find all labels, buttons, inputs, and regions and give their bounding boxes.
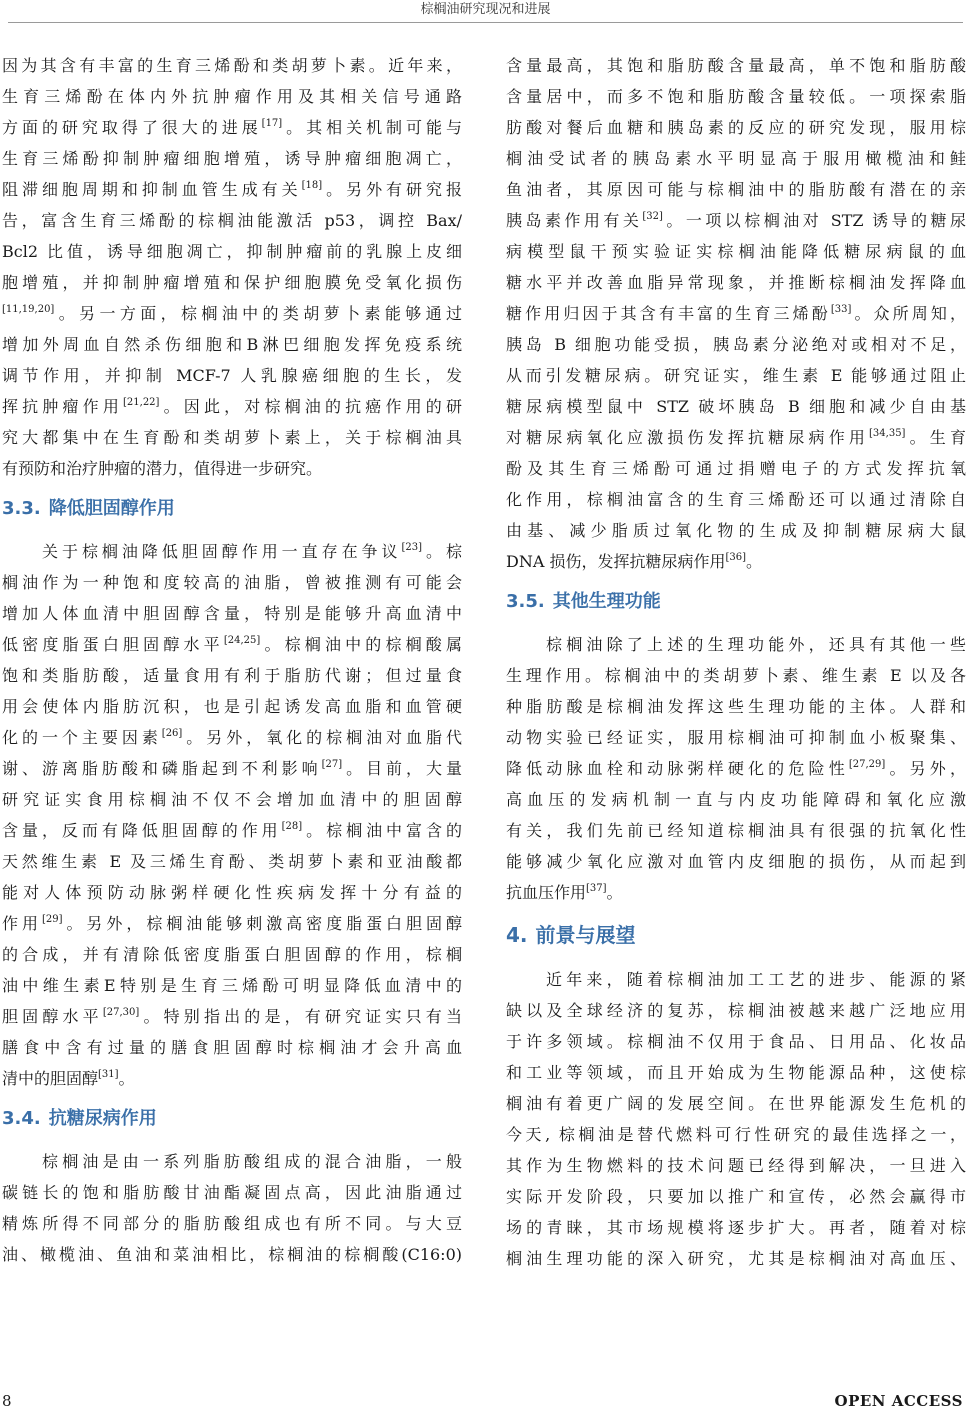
citation: [27] — [321, 759, 343, 770]
text-run: 。另外，氧化的棕榈油对血脂代 — [182, 728, 462, 747]
page-number: 8 — [2, 1392, 12, 1410]
right-column — [506, 50, 966, 1380]
text-line: 精炼所得不同部分的脂肪酸组成也有所不同。与大豆 — [2, 1214, 462, 1233]
text-line: 化作用，棕榈油富含的生育三烯酚还可以通过清除自 — [506, 490, 966, 509]
text-run: 。其相关机制可能与 — [282, 118, 462, 137]
text-line: 天然维生素 E 及三烯生育酚、类胡萝卜素和亚油酸都 — [2, 852, 462, 871]
text-line — [2, 391, 462, 422]
citation: [31] — [98, 1069, 119, 1080]
text-line: 能够减少氧化应激对血管内皮细胞的损伤，从而起到 — [506, 852, 966, 871]
section-number: 3.4. — [2, 1108, 41, 1129]
text-run: 。生育 — [905, 428, 966, 447]
text-line — [2, 722, 462, 753]
text-run: 对糖尿病氧化应激损伤发挥抗糖尿病作用 — [506, 428, 870, 447]
text-line — [2, 536, 462, 567]
text-run: DNA 损伤，发挥抗糖尿病作用 — [506, 552, 726, 571]
text-line: 膳食中含有过量的膳食胆固醇时棕榈油才会升高血 — [2, 1038, 462, 1057]
text-run: 抗血压作用 — [506, 883, 587, 902]
citation: [33] — [830, 304, 852, 315]
text-line: 用会使体内脂肪沉积，也是引起诱发高血脂和血管硬 — [2, 697, 462, 716]
text-line: 油中维生素E特别是生育三烯酚可明显降低血清中的 — [2, 976, 462, 995]
citation: [37] — [586, 883, 607, 894]
text-line: 含量最高，其饱和脂肪酸含量最高，单不饱和脂肪酸 — [506, 56, 966, 75]
text-line: 种脂肪酸是棕榈油发挥这些生理功能的主体。人群和 — [506, 697, 966, 716]
text-line: 生理作用。棕榈油中的类胡萝卜素、维生素 E 以及各 — [506, 666, 966, 685]
text-run: 挥抗肿瘤作用 — [2, 397, 124, 416]
text-line: 和工业等领域，而且开始成为生物能源品种，这使棕 — [506, 1063, 966, 1082]
citation: [18] — [301, 180, 323, 191]
citation: [32] — [642, 211, 663, 222]
text-line: 有关，我们先前已经知道棕榈油具有很强的抗氧化性 — [506, 821, 966, 840]
text-run: 。目前，大量 — [342, 759, 462, 778]
text-line: 榈油生理功能的深入研究，尤其是棕榈油对高血压、 — [506, 1249, 966, 1268]
text-line — [506, 753, 966, 784]
text-line: 棕榈油是由一系列脂肪酸组成的混合油脂，一般 — [42, 1152, 462, 1171]
text-line: 由基、减少脂质过氧化物的生成及抑制糖尿病大鼠 — [506, 521, 966, 540]
text-line — [2, 629, 462, 660]
text-line: 其作为生物燃料的技术问题已经得到解决，一旦进入 — [506, 1156, 966, 1175]
section-heading-3-5 — [506, 587, 966, 617]
text-run: 。特别指出的是，有研究证实只有当 — [139, 1007, 462, 1026]
text-line — [506, 422, 966, 453]
text-run: 清中的胆固醇 — [2, 1069, 99, 1088]
text-line: 肪酸对餐后血糖和胰岛素的反应的研究发现，服用棕 — [506, 118, 966, 137]
citation: [23] — [401, 542, 423, 553]
text-run: 。因此，对棕榈油的抗癌作用的研 — [159, 397, 462, 416]
text-run: 。另外有研究报 — [322, 180, 462, 199]
text-run: 阻滞细胞周期和抑制血管生成有关 — [2, 180, 302, 199]
citation: [34,35] — [869, 428, 906, 439]
text-line: 今天, 棕榈油是替代燃料可行性研究的最佳选择之一， — [506, 1125, 966, 1144]
text-run: 胰岛素作用有关 — [506, 211, 643, 230]
text-line: 有预防和治疗肿瘤的潜力，值得进一步研究。 — [2, 459, 323, 478]
text-run: 作用 — [2, 914, 42, 933]
text-run: 。棕榈油中富含的 — [302, 821, 462, 840]
paragraph — [506, 964, 966, 1274]
text-line — [506, 877, 966, 908]
text-line: 场的青睐，其市场规模将逐步扩大。再者，随着对棕 — [506, 1218, 966, 1237]
text-line: 胰岛 B 细胞功能受损，胰岛素分泌绝对或相对不足， — [506, 335, 966, 354]
section-heading-3-4 — [2, 1104, 462, 1134]
text-run: 化的一个主要因素 — [2, 728, 162, 747]
text-line — [2, 815, 462, 846]
text-line: 含量居中，而多不饱和脂肪酸含量较低。一项探索脂 — [506, 87, 966, 106]
section-title: 降低胆固醇作用 — [48, 498, 175, 519]
section-heading-3-3 — [2, 494, 462, 524]
citation: [24,25] — [223, 635, 261, 646]
citation: [28] — [281, 821, 303, 832]
open-access-label: OPEN ACCESS — [834, 1392, 963, 1410]
text-run: 。棕 — [422, 542, 462, 561]
text-line: 告，富含生育三烯酚的棕榈油能激活 p53，调控 Bax/ — [2, 211, 462, 230]
text-run: 关于棕榈油降低胆固醇作用一直存在争议 — [42, 542, 402, 561]
text-line: 究大都集中在生育酚和类胡萝卜素上，关于棕榈油具 — [2, 428, 462, 447]
text-line: 因为其含有丰富的生育三烯酚和类胡萝卜素。近年来， — [2, 56, 462, 75]
text-line: 的合成，并有清除低密度脂蛋白胆固醇的作用，棕榈 — [2, 945, 462, 964]
text-line: 油、橄榄油、鱼油和菜油相比，棕榈油的棕榈酸(C16:0) — [2, 1245, 462, 1264]
text-line: 糖水平并改善血脂异常现象，并推断棕榈油发挥降血 — [506, 273, 966, 292]
text-line: 鱼油者，其原因可能与棕榈油中的脂肪酸有潜在的亲 — [506, 180, 966, 199]
text-run: 。另一方面，棕榈油中的类胡萝卜素能够通过 — [54, 304, 462, 323]
text-line — [2, 112, 462, 143]
text-line: 病模型鼠干预实验证实棕榈油能降低糖尿病鼠的血 — [506, 242, 966, 261]
text-line: 实际开发阶段，只要加以推广和宣传，必然会赢得市 — [506, 1187, 966, 1206]
text-line: 榈油受试者的胰岛素水平明显高于服用橄榄油和鲑 — [506, 149, 966, 168]
text-line: 从而引发糖尿病。研究证实，维生素 E 能够通过阻止 — [506, 366, 966, 385]
text-line — [2, 174, 462, 205]
text-run: 。棕榈油中的棕榈酸属 — [260, 635, 462, 654]
text-run: 低密度脂蛋白胆固醇水平 — [2, 635, 224, 654]
text-run: 。一项以棕榈油对 STZ 诱导的糖尿 — [662, 211, 966, 230]
text-line: 增加外周血自然杀伤细胞和B淋巴细胞发挥免疫系统 — [2, 335, 462, 354]
text-line — [506, 298, 966, 329]
section-number: 3.3. — [2, 498, 41, 519]
text-run: 含量，反而有降低胆固醇的作用 — [2, 821, 282, 840]
text-line: 于许多领域。棕榈油不仅用于食品、日用品、化妆品 — [506, 1032, 966, 1051]
text-line: 生育三烯酚抑制肿瘤细胞增殖，诱导肿瘤细胞凋亡， — [2, 149, 462, 168]
text-line — [2, 298, 462, 329]
citation: [26] — [161, 728, 183, 739]
text-line: 糖尿病模型鼠中 STZ 破坏胰岛 B 细胞和减少自由基 — [506, 397, 966, 416]
citation: [21,22] — [123, 397, 160, 408]
text-line — [2, 753, 462, 784]
text-line: 研究证实食用棕榈油不仅不会增加血清中的胆固醇 — [2, 790, 462, 809]
text-line — [506, 205, 966, 236]
text-run: 胆固醇水平 — [2, 1007, 103, 1026]
text-line: 饱和类脂肪酸，适量食用有利于脂肪代谢；但过量食 — [2, 666, 462, 685]
text-line: 酚及其生育三烯酚可通过捐赠电子的方式发挥抗氧 — [506, 459, 966, 478]
citation: [27,30] — [102, 1007, 140, 1018]
text-run: 。另外，棕榈油能够刺激高密度脂蛋白胆固醇 — [62, 914, 462, 933]
left-column — [2, 50, 462, 1380]
section-number: 4. — [506, 923, 528, 947]
text-line: 榈油有着更广阔的发展空间。在世界能源发生危机的 — [506, 1094, 966, 1113]
text-line: Bcl2 比值，诱导细胞凋亡，抑制肿瘤前的乳腺上皮细 — [2, 242, 462, 261]
text-line — [2, 908, 462, 939]
section-heading-4 — [506, 918, 966, 952]
text-line: 胞增殖，并抑制肿瘤增殖和保护细胞膜免受氧化损伤 — [2, 273, 462, 292]
section-title: 抗糖尿病作用 — [48, 1108, 157, 1129]
citation: [11,19,20] — [2, 304, 55, 315]
citation: [36] — [725, 552, 747, 563]
text-line: 碳链长的饱和脂肪酸甘油酯凝固点高，因此油脂通过 — [2, 1183, 462, 1202]
text-run: 方面的研究取得了很大的进展 — [2, 118, 262, 137]
citation: [17] — [261, 118, 283, 129]
text-line: 能对人体预防动脉粥样硬化性疾病发挥十分有益的 — [2, 883, 462, 902]
text-run: 降低动脉血栓和动脉粥样硬化的危险性 — [506, 759, 849, 778]
text-run: 谢、游离脂肪酸和磷脂起到不利影响 — [2, 759, 322, 778]
paragraph — [506, 629, 966, 908]
text-line — [506, 546, 966, 577]
text-line: 高血压的发病机制一直与内皮功能障碍和氧化应激 — [506, 790, 966, 809]
text-line: 缺以及全球经济的复苏，棕榈油被越来越广泛地应用 — [506, 1001, 966, 1020]
text-run: 。 — [606, 883, 623, 902]
citation: [27,29] — [848, 759, 886, 770]
text-line — [2, 1001, 462, 1032]
paragraph — [2, 536, 462, 1094]
text-run: 。 — [118, 1069, 135, 1088]
text-line: 动物实验已经证实，服用棕榈油可抑制血小板聚集、 — [506, 728, 966, 747]
text-run: 糖作用归因于其含有丰富的生育三烯酚 — [506, 304, 831, 323]
section-title: 其他生理功能 — [552, 591, 661, 612]
paragraph — [2, 1146, 462, 1270]
text-line: 榈油作为一种饱和度较高的油脂，曾被推测有可能会 — [2, 573, 462, 592]
citation: [29] — [41, 914, 63, 925]
paragraph — [2, 50, 462, 484]
header-rule — [8, 22, 963, 23]
text-line — [2, 1063, 462, 1094]
text-run: 。众所周知， — [851, 304, 966, 323]
text-run: 。 — [746, 552, 763, 571]
text-line: 近年来，随着棕榈油加工工艺的进步、能源的紧 — [546, 970, 966, 989]
text-line: 调节作用，并抑制 MCF-7 人乳腺癌细胞的生长，发 — [2, 366, 462, 385]
text-line: 棕榈油除了上述的生理功能外，还具有其他一些 — [546, 635, 966, 654]
text-line: 生育三烯酚在体内外抗肿瘤作用及其相关信号通路 — [2, 87, 462, 106]
text-line: 增加人体血清中胆固醇含量，特别是能够升高血清中 — [2, 604, 462, 623]
section-title: 前景与展望 — [535, 923, 636, 947]
text-run: 。另外， — [885, 759, 966, 778]
running-header: 棕榈油研究现况和进展 — [420, 2, 551, 17]
section-number: 3.5. — [506, 591, 545, 612]
paragraph — [506, 50, 966, 577]
